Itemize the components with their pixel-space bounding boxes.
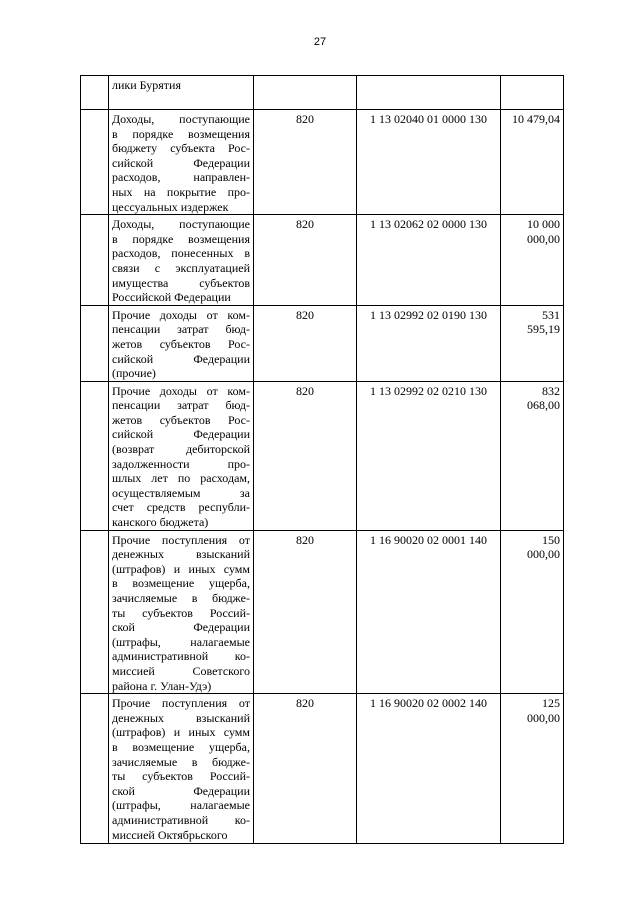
amount-cell bbox=[501, 530, 564, 694]
revenue-name-line: Прочие поступления от bbox=[112, 696, 250, 711]
amount-cell bbox=[501, 694, 564, 844]
revenue-name-line: бюджету субъекта Рос- bbox=[112, 141, 250, 156]
admin-code-cell bbox=[254, 76, 357, 110]
row-number-cell bbox=[81, 694, 109, 844]
revenue-name-line: миссией Советского bbox=[112, 663, 250, 678]
revenue-name-line: миссией Октябрьского bbox=[112, 827, 228, 842]
revenue-name-line: в порядке возмещения bbox=[112, 126, 250, 141]
budget-classification-code-cell: 1 13 02040 01 0000 130 bbox=[357, 110, 501, 215]
revenue-name-line: (штрафов) и иных сумм bbox=[112, 725, 250, 740]
revenue-name-line: ской Федерации bbox=[112, 783, 250, 798]
amount-cell bbox=[501, 76, 564, 110]
revenue-name-line: административной ко- bbox=[112, 812, 250, 827]
row-number-cell bbox=[81, 110, 109, 215]
amount-cell bbox=[501, 215, 564, 306]
revenue-name-line: денежных взысканий bbox=[112, 547, 250, 562]
admin-code-cell: 820 bbox=[254, 110, 357, 215]
amount-line: 000,00 bbox=[527, 710, 560, 725]
revenue-name-cell bbox=[109, 76, 254, 110]
revenue-name-line: жетов субъектов Рос- bbox=[112, 336, 250, 351]
amount-line: 832 bbox=[542, 383, 560, 398]
revenue-table bbox=[80, 75, 564, 844]
revenue-name-line: ных на покрытие про- bbox=[112, 184, 250, 199]
revenue-name-line: Доходы, поступающие bbox=[112, 112, 250, 126]
amount-line: 068,00 bbox=[527, 398, 560, 413]
page-number: 27 bbox=[313, 36, 327, 48]
revenue-name-line: ты субъектов Россий- bbox=[112, 769, 250, 784]
revenue-name-line: ты субъектов Россий- bbox=[112, 605, 250, 620]
table-row bbox=[81, 694, 564, 844]
row-number-cell bbox=[81, 381, 109, 530]
amount-line: 10 479,04 bbox=[512, 112, 560, 126]
amount-cell bbox=[501, 305, 564, 381]
revenue-name-line: лики Бурятия bbox=[112, 78, 181, 92]
revenue-name-line: в возмещение ущерба, bbox=[112, 576, 250, 591]
budget-classification-code-cell: 1 16 90020 02 0002 140 bbox=[357, 694, 501, 844]
revenue-name-line: жетов субъектов Рос- bbox=[112, 412, 250, 427]
revenue-name-line: осуществляемым за bbox=[112, 485, 250, 500]
revenue-name-line: сийской Федерации bbox=[112, 155, 250, 170]
revenue-name-line: Доходы, поступающие bbox=[112, 217, 250, 232]
amount-line: 150 bbox=[542, 532, 560, 547]
revenue-name-line: сийской Федерации bbox=[112, 351, 250, 366]
revenue-name-line: района г. Улан-Удэ) bbox=[112, 678, 212, 693]
revenue-name-line: пенсации затрат бюд- bbox=[112, 322, 250, 337]
admin-code-cell: 820 bbox=[254, 215, 357, 306]
revenue-name-line: ской Федерации bbox=[112, 620, 250, 635]
amount-line: 000,00 bbox=[527, 231, 560, 246]
table-row bbox=[81, 215, 564, 306]
revenue-name-line: Российской Федерации bbox=[112, 290, 231, 305]
budget-classification-code-cell: 1 13 02992 02 0190 130 bbox=[357, 305, 501, 381]
revenue-name-line: (штрафы, налагаемые bbox=[112, 798, 250, 813]
amount-line: 595,19 bbox=[527, 322, 560, 337]
revenue-name-line: цессуальных издержек bbox=[112, 199, 229, 214]
revenue-name-cell bbox=[109, 110, 254, 215]
revenue-name-line: зачисляемые в бюдже- bbox=[112, 591, 250, 605]
revenue-name-line: (штрафы, налагаемые bbox=[112, 634, 250, 649]
budget-classification-code-cell bbox=[357, 76, 501, 110]
revenue-name-line: денежных взысканий bbox=[112, 710, 250, 725]
row-number-cell bbox=[81, 305, 109, 381]
amount-line: 125 bbox=[542, 696, 560, 711]
table-row bbox=[81, 76, 564, 110]
table-row bbox=[81, 381, 564, 530]
table-row bbox=[81, 530, 564, 694]
revenue-name-line: (возврат дебиторской bbox=[112, 442, 250, 457]
revenue-name-line: зачисляемые в бюдже- bbox=[112, 754, 250, 769]
revenue-name-line: канского бюджета) bbox=[112, 515, 209, 530]
revenue-name-cell bbox=[109, 694, 254, 844]
revenue-name-line: в порядке возмещения bbox=[112, 231, 250, 246]
revenue-name-line: Прочие доходы от ком- bbox=[112, 383, 250, 398]
revenue-name-line: расходов, направлен- bbox=[112, 170, 250, 185]
row-number-cell bbox=[81, 76, 109, 110]
table-row bbox=[81, 110, 564, 215]
revenue-name-line: пенсации затрат бюд- bbox=[112, 398, 250, 413]
revenue-name-line: административной ко- bbox=[112, 649, 250, 664]
row-number-cell bbox=[81, 530, 109, 694]
amount-cell bbox=[501, 381, 564, 530]
revenue-name-cell bbox=[109, 215, 254, 306]
amount-line: 000,00 bbox=[527, 547, 560, 562]
revenue-name-cell bbox=[109, 305, 254, 381]
revenue-name-cell bbox=[109, 381, 254, 530]
row-number-cell bbox=[81, 215, 109, 306]
revenue-name-line: сийской Федерации bbox=[112, 427, 250, 442]
revenue-name-line: (прочие) bbox=[112, 366, 156, 381]
admin-code-cell: 820 bbox=[254, 305, 357, 381]
revenue-name-line: имущества субъектов bbox=[112, 275, 250, 290]
budget-classification-code-cell: 1 16 90020 02 0001 140 bbox=[357, 530, 501, 694]
revenue-name-line: расходов, понесенных в bbox=[112, 246, 250, 261]
revenue-name-line: (штрафов) и иных сумм bbox=[112, 561, 250, 576]
budget-classification-code-cell: 1 13 02992 02 0210 130 bbox=[357, 381, 501, 530]
amount-line: 10 000 bbox=[527, 217, 560, 232]
revenue-name-line: счет средств республи- bbox=[112, 500, 250, 515]
amount-line: 531 bbox=[542, 307, 560, 322]
revenue-name-line: шлых лет по расходам, bbox=[112, 471, 250, 486]
admin-code-cell: 820 bbox=[254, 694, 357, 844]
revenue-name-cell bbox=[109, 530, 254, 694]
admin-code-cell: 820 bbox=[254, 381, 357, 530]
revenue-name-line: Прочие поступления от bbox=[112, 532, 250, 547]
admin-code-cell: 820 bbox=[254, 530, 357, 694]
revenue-name-line: в возмещение ущерба, bbox=[112, 739, 250, 754]
table-row bbox=[81, 305, 564, 381]
amount-cell bbox=[501, 110, 564, 215]
budget-classification-code-cell: 1 13 02062 02 0000 130 bbox=[357, 215, 501, 306]
revenue-name-line: задолженности про- bbox=[112, 456, 250, 471]
revenue-name-line: связи с эксплуатацией bbox=[112, 260, 250, 275]
revenue-name-line: Прочие доходы от ком- bbox=[112, 307, 250, 322]
